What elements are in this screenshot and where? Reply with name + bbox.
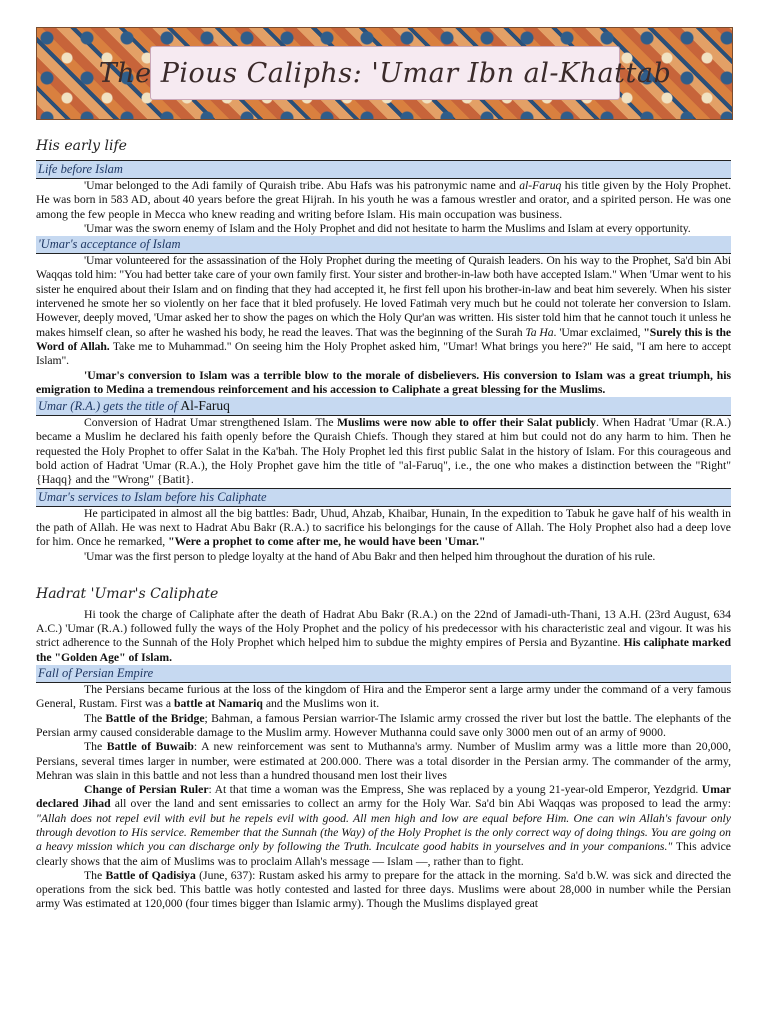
paragraph: 'Umar was the sworn enemy of Islam and the Holy Prophet and did not hesitate to harm the Muslims and Islam at every opportunity. [84, 221, 691, 235]
paragraph: 'Umar was the first person to pledge loyalty at the hand of Abu Bakr and then helped him throughout the duration of his rule. [84, 549, 656, 563]
banner-title: The Pious Caliphs: 'Umar Ibn al-Khattab [98, 57, 672, 89]
paragraph: 'Umar volunteered for the assassination of the Holy Prophet during the meeting of Quraish leaders. On his way to the Prophet, Sa'd bin Abi Waqqas told him: "You had better take care of your own family first. Your sister and brother-in-law both have accepted Islam." When 'Umar went to his sister he enquired about their Islam and on finding that they had accepted it, he first fell upon his brother-in-law and beat him severely. When his sister intervened he smote her so violently on her face that it bled profusely. He loved Fatimah very much but he could not tolerate her conversion to Islam. However, deeply moved, 'Umar asked her to show the pages on which the Holy Qur'an was written. His sister told him that he cannot touch it unless he makes himself clean, so after he washed his body, he read the leaves. That was the beginning of the Surah Ta Ha. 'Umar exclaimed, "Surely this is the Word of Allah. Take me to Muhammad." On seeing him the Holy Prophet asked him, "Umar! What brings you here?" He said, "I am here to accept Islam". [36, 254, 731, 368]
paragraph: 'Umar belonged to the Adi family of Quraish tribe. Abu Hafs was his patronymic name and al-Faruq his title given by the Holy Prophet. He was born in 583 AD, about 40 years before the great Hijrah. In his youth he was a famous wrestler and orator, and a spirited person. He was one among the few people in Mecca who knew reading and writing before Islam. His main occupation was business. [36, 179, 731, 221]
paragraph: The Battle of Qadisiya (June, 637): Rustam asked his army to prepare for the attack in the morning. Sa'd b.W. was sick and directed the operations from the sick bed. This battle was hotly contested and lasted for three days. Muslims were about 28,000 in number while the Persian army Was estimated at 120,000 (four times bigger than Islamic army). Though the Muslims displayed great [36, 868, 732, 911]
document-body [36, 128, 731, 912]
paragraph-bold: 'Umar's conversion to Islam was a terrible blow to the morale of disbelievers. His conversion to Islam was a great triumph, his emigration to Medina a tremendous reinforcement and his accession to Caliphate a great blessing for the Muslims. [36, 368, 731, 396]
paragraph: The Battle of Buwaib: A new reinforcement was sent to Muthanna's army. Number of Muslim army was a little more than 20,000, Persians, several times larger in number, were estimated at 200.000. There was a total disorder in the Persian army. The commander of the army, Mehran was slain in this battle and not less than a hundred thousand men lost their lives [36, 740, 731, 782]
section-title-early-life: His early life [36, 138, 127, 154]
subheading-al-faruq: Umar (R.A.) gets the title of Al-Faruq [36, 397, 731, 416]
paragraph: He participated in almost all the big battles: Badr, Uhud, Ahzab, Khaibar, Hunain, In the expedition to Tabuk he gave half of his wealth in the path of Allah. He was next to Hadrat Abu Bakr (R.A.) to sacrifice his belongings for the cause of Allah. The Holy Prophet also had a deep love for him. Once he remarked, "Were a prophet to come after me, he would have been 'Umar." [36, 506, 731, 549]
subheading-services-before-caliphate: Umar's services to Islam before his Caliphate [36, 488, 731, 507]
paragraph: Change of Persian Ruler: At that time a woman was the Empress, She was replaced by a young 21-year-old Emperor, Yezdgrid. Umar declared Jihad all over the land and sent emissaries to collect an army for the Holy War. Sa'd bin Abi Waqqas was proposed to lead the army: "Allah does not repel evil with evil but he repels evil with good. All men high and low are equal before Him. One can win Allah's favour only through devotion to His service. Remember that the Sunnah (the Way) of the Holy Prophet is the only correct way of doing things. You are going on a heavy mission which you can discharge only by following the Truth. Inculcate good habits in yourselves and in your companions." This advice clearly shows that the aim of Muslims was to proclaim Allah's message — Islam —, rather than to fight. [36, 783, 731, 868]
paragraph: The Battle of the Bridge; Bahman, a famous Persian warrior-The Islamic army crossed the river but lost the battle. The elephants of the Persian army caused considerable damage to the Muslim army. However Muthanna could save only 3000 men out of an army of 9000. [36, 711, 732, 739]
subheading-fall-of-persian-empire: Fall of Persian Empire [36, 665, 731, 683]
paragraph: Conversion of Hadrat Umar strengthened Islam. The Muslims were now able to offer their Salat publicly. When Hadrat 'Umar (R.A.) became a Muslim he declared his faith openly before the Quraish Chiefs. Though they stared at him but could not do any harm to him. Then he requested the Holy Prophet to offer Salat in the Ka'bah. The Holy Prophet led this first public Salat in the history of Islam. For this courageous and bold action of Hadrat 'Umar (R.A.), the Holy Prophet gave him the title of "al-Faruq", i.e., the one who makes a distinction between the "Right" {Haqq} and the "Wrong" {Batit}. [36, 416, 731, 487]
subheading-acceptance-of-islam: 'Umar's acceptance of Islam [36, 236, 731, 254]
title-banner [36, 27, 733, 120]
paragraph: The Persians became furious at the loss of the kingdom of Hira and the Emperor sent a large army under the command of a very famous General, Rustam. First was a battle at Namariq and the Muslims won it. [36, 683, 731, 711]
banner-panel [98, 46, 672, 100]
subheading-life-before-islam: Life before Islam [36, 160, 731, 179]
section-title-caliphate: Hadrat 'Umar's Caliphate [36, 585, 219, 602]
paragraph: Hi took the charge of Caliphate after the death of Hadrat Abu Bakr (R.A.) on the 22nd of Jamadi-uth-Thani, 13 A.H. (23rd August, 634 A.C.) 'Umar (R.A.) followed fully the ways of the Holy Prophet and the policy of his predecessor with his characteristic zeal and vigour. It was his strict adherence to the Sunnah of the Holy Prophet which helped him to subdue the mighty empires of Persia and Byzantine. His caliphate marked the "Golden Age" of Islam. [36, 607, 731, 664]
